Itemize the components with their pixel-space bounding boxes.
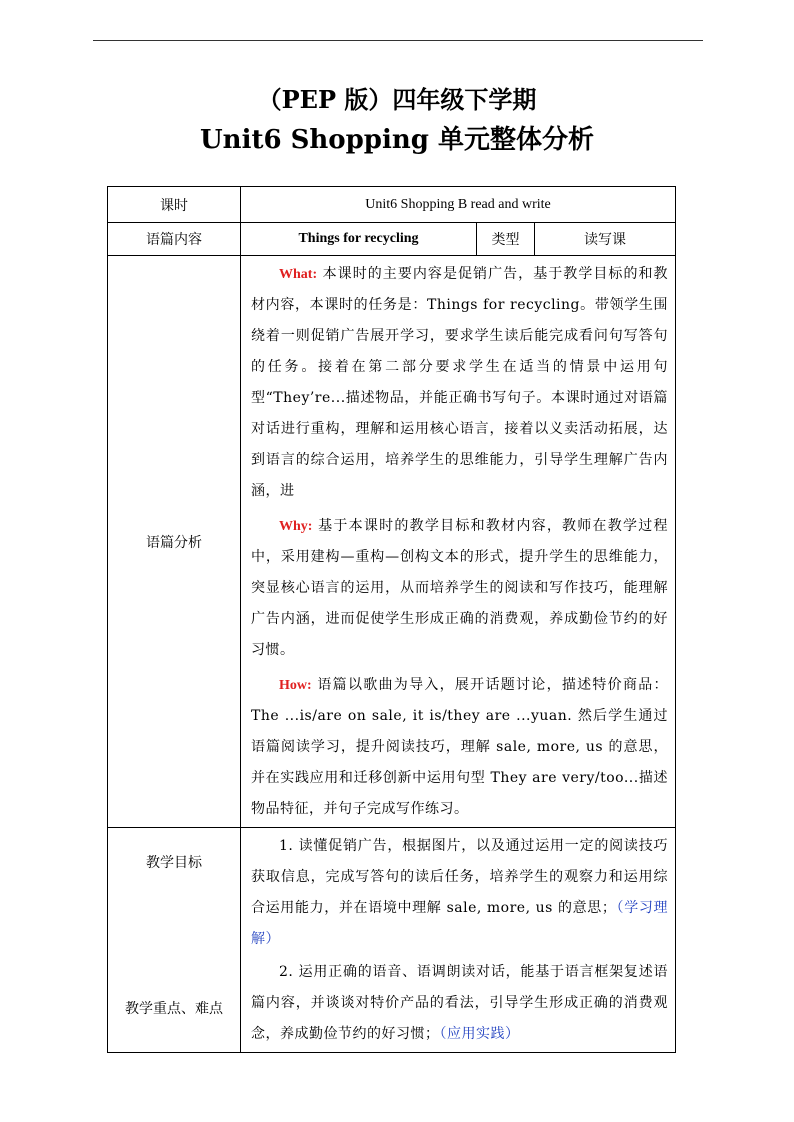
label-lesson: 课时 [108, 187, 241, 223]
row-analysis [108, 256, 676, 828]
document-title-line2: Unit6 Shopping 单元整体分析 [200, 125, 594, 155]
goal-2-text: 2. 运用正确的语音、语调朗读对话，能基于语言框架复述语篇内容，并谈谈对特价产品的看法，引导学生形成正确的消费观念，养成勤俭节约的好习惯； [251, 964, 669, 1042]
document-title-line1: （PEP 版）四年级下学期 [257, 85, 537, 114]
value-type: 读写课 [535, 223, 676, 256]
goal-1 [251, 831, 668, 955]
how-paragraph [251, 670, 668, 825]
goal-2-tag: （应用实践） [439, 1026, 520, 1042]
value-lesson: Unit6 Shopping B read and write [241, 187, 676, 223]
goal-2 [251, 957, 668, 1050]
value-content: Things for recycling [241, 223, 477, 256]
label-goals: 教学目标 [146, 855, 202, 871]
what-paragraph [251, 259, 668, 507]
label-analysis: 语篇分析 [108, 256, 241, 828]
label-type: 类型 [477, 223, 535, 256]
why-label: Why: [279, 519, 313, 534]
analysis-table [107, 186, 676, 1053]
label-keypoints: 教学重点、难点 [125, 1001, 223, 1017]
goal-1-text: 1. 读懂促销广告，根据图片，以及通过运用一定的阅读技巧获取信息，完成写答句的读后任务，培养学生的观察力和运用综合运用能力，并在语境中理解 sale, more, us 的意思； [251, 838, 669, 916]
goal-1-tag: （学习理解） [251, 900, 669, 947]
how-label: How: [279, 678, 312, 693]
why-text: 基于本课时的教学目标和教材内容，教师在教学过程中，采用建构—重构—创构文本的形式，提升学生的思维能力，突显核心语言的运用，从而培养学生的阅读和写作技巧，能理解广告内涵，进而促使学生形成正确的消费观，养成勤俭节约的好习惯。 [251, 518, 669, 658]
row-lesson [108, 187, 676, 223]
analysis-body [241, 256, 676, 828]
row-goals [108, 828, 676, 1053]
goals-label-cell [108, 828, 241, 1053]
header-rule [93, 40, 703, 41]
what-text: 本课时的主要内容是促销广告，基于教学目标的和教材内容，本课时的任务是：Things for recycling。带领学生围绕着一则促销广告展开学习，要求学生读后能完成看问句写答句的任务。接着在第二部分要求学生在适当的情景中运用句型“They’re...描述物品，并能正确书写句子。本课时通过对语篇对话进行重构，理解和运用核心语言，接着以义卖活动拓展，达到语言的综合运用，培养学生的思维能力，引导学生理解广告内涵，进 [251, 266, 669, 499]
row-content [108, 223, 676, 256]
why-paragraph [251, 511, 668, 666]
label-content: 语篇内容 [108, 223, 241, 256]
how-text: 语篇以歌曲为导入，展开话题讨论，描述特价商品：The ...is/are on sale, it is/they are ...yuan. 然后学生通过语篇阅读学习，提升阅读技巧，理解 sale, more, us 的意思，并在实践应用和迁移创新中运用句型 They are very/too...描述物品特征，并句子完成写作练习。 [251, 677, 669, 817]
what-label: What: [279, 267, 318, 282]
goals-body [241, 828, 676, 1053]
